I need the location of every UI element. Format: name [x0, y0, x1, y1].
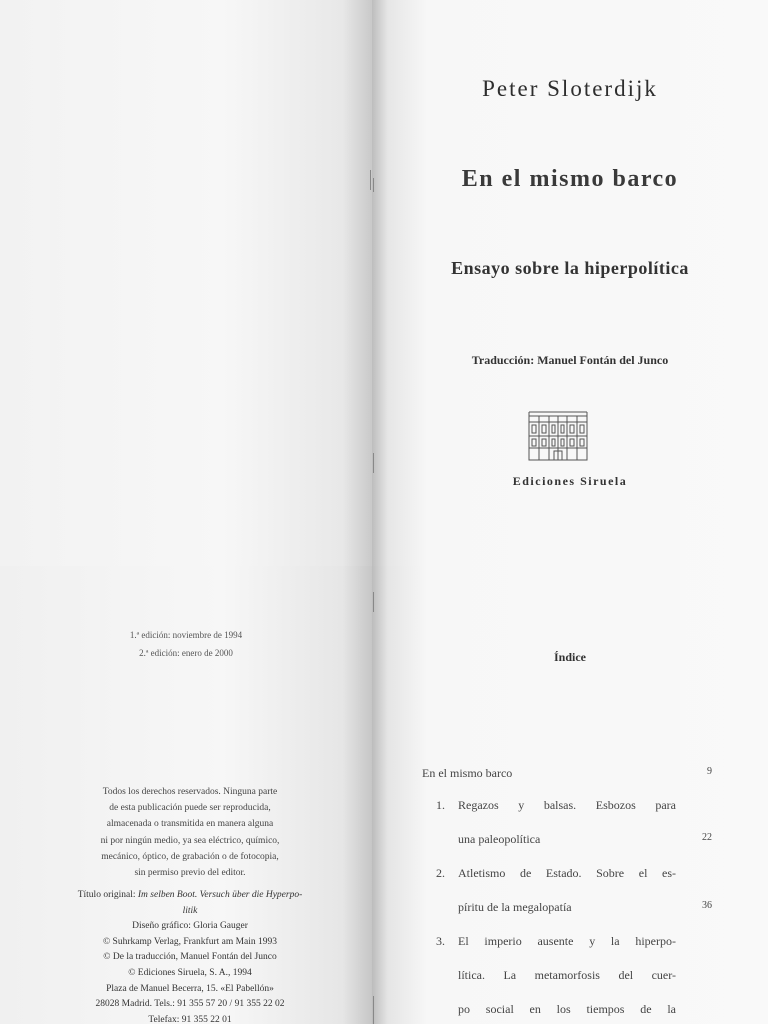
- credit-line: Plaza de Manuel Becerra, 15. «El Pabellón»: [106, 983, 274, 994]
- rights-line: mecánico, óptico, de grabación o de fotocopia,: [101, 851, 279, 862]
- toc-entry-text: En el mismo barco: [422, 766, 513, 780]
- publication-credits: [40, 888, 340, 1024]
- copyright-page: [0, 566, 372, 1024]
- toc-entry: [422, 798, 712, 818]
- toc-entry: [422, 934, 712, 954]
- gutter-mark: [373, 592, 374, 612]
- toc-entry-number: 2.: [436, 866, 445, 880]
- toc-page-number: 9: [707, 766, 712, 777]
- credit-line: Telefax: 91 355 22 01: [148, 1014, 232, 1024]
- original-title-label: Título original:: [77, 890, 136, 900]
- credit-line: © De la traducción, Manuel Fontán del Junco: [103, 952, 277, 963]
- publisher-name: Ediciones Siruela: [512, 474, 628, 488]
- book-title: En el mismo barco: [461, 166, 679, 192]
- gutter-mark: [370, 170, 371, 190]
- toc-page-number: 36: [702, 900, 712, 911]
- index-page: [372, 566, 768, 1024]
- toc-entry-text: Atletismo de Estado. Sobre el es-: [458, 866, 676, 880]
- credit-line: © Suhrkamp Verlag, Frankfurt am Main 1993: [102, 936, 278, 947]
- blank-verso-page: [0, 0, 372, 566]
- gutter-mark: [373, 453, 374, 473]
- toc-entry-number: 1.: [436, 798, 445, 812]
- original-title-text: litik: [182, 905, 198, 916]
- toc-entry-text: El imperio ausente y la hiperpo-: [458, 934, 676, 948]
- edition-line: 1.ª edición: noviembre de 1994: [129, 630, 243, 640]
- original-title-text: Im selben Boot. Versuch über die Hyperpo-: [137, 890, 303, 900]
- toc-entry: [422, 832, 712, 852]
- toc-entry-text: una paleopolítica: [458, 832, 541, 846]
- toc-entry: [422, 766, 712, 786]
- rights-notice: [40, 784, 340, 881]
- toc-entry: [422, 968, 712, 988]
- rights-line: almacenada o transmitida en manera alguna: [106, 819, 274, 830]
- rights-line: sin permiso previo del editor.: [134, 868, 246, 879]
- credit-line: 28028 Madrid. Tels.: 91 355 57 20 / 91 355 22 02: [95, 999, 285, 1010]
- index-heading: Índice: [553, 650, 586, 664]
- credit-line: © Ediciones Siruela, S. A., 1994: [128, 967, 252, 978]
- toc-entry-number: 3.: [436, 934, 445, 948]
- toc-entry-text: píritu de la megalopatía: [458, 900, 572, 914]
- gutter-mark: [373, 178, 374, 192]
- original-title: [40, 888, 340, 904]
- building-facade-icon: [527, 408, 589, 462]
- toc-entry: [422, 900, 712, 920]
- author-name: Peter Sloterdijk: [482, 76, 658, 101]
- toc-entry: [422, 866, 712, 886]
- toc-entry-text: po social en los tiempos de la: [458, 1002, 676, 1016]
- edition-line: 2.ª edición: enero de 2000: [139, 648, 233, 658]
- toc-page-number: 22: [702, 832, 712, 843]
- credit-line: Diseño gráfico: Gloria Gauger: [132, 921, 248, 932]
- rights-line: de esta publicación puede ser reproducida,: [109, 803, 271, 814]
- toc-entry-text: lítica. La metamorfosis del cuer-: [458, 968, 676, 982]
- gutter-mark: [373, 996, 374, 1024]
- rights-line: Todos los derechos reservados. Ninguna parte: [102, 787, 278, 797]
- book-subtitle: Ensayo sobre la hiperpolítica: [451, 258, 689, 278]
- toc-entry: [422, 1002, 712, 1022]
- title-page: [372, 0, 768, 566]
- rights-line: ni por ningún medio, ya sea eléctrico, químico,: [100, 835, 280, 846]
- toc-entry-text: Regazos y balsas. Esbozos para: [458, 798, 676, 812]
- translator-credit: Traducción: Manuel Fontán del Junco: [471, 353, 669, 367]
